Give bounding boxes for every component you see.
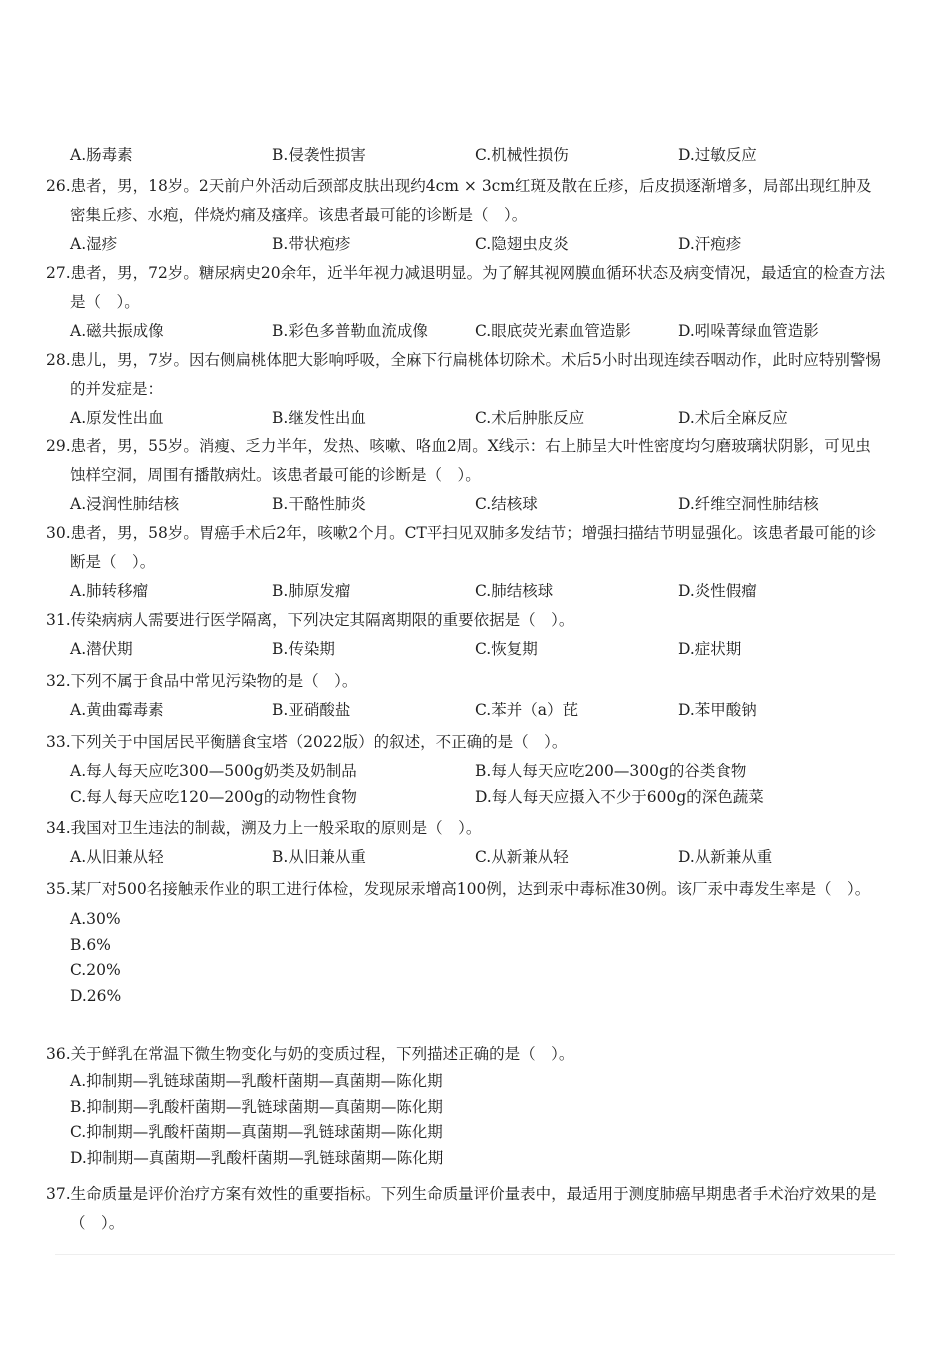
options-list: [46, 907, 886, 1009]
options-list: [46, 1069, 886, 1171]
option-b: B.肺原发瘤: [272, 582, 351, 600]
option-a: A.每人每天应吃300—500g奶类及奶制品: [70, 762, 357, 780]
options-row: [46, 490, 886, 519]
option-a: A.磁共振成像: [70, 322, 164, 340]
option-b: B.继发性出血: [272, 409, 366, 427]
option-d: D.苯甲酸钠: [678, 701, 757, 719]
option-c: C.抑制期—乳酸杆菌期—真菌期—乳链球菌期—陈化期: [70, 1123, 443, 1141]
option-d: D.26%: [70, 986, 122, 1005]
question-stem: 34.我国对卫生违法的制裁，溯及力上一般采取的原则是（ ）。: [46, 819, 482, 837]
option-d: D.炎性假瘤: [678, 582, 757, 600]
question-stem: 32.下列不属于食品中常见污染物的是（ ）。: [46, 672, 358, 690]
question-25: [46, 141, 886, 170]
option-d: D.抑制期—真菌期—乳酸杆菌期—乳链球菌期—陈化期: [70, 1148, 444, 1167]
option-b: B.6%: [70, 935, 111, 954]
option-a: A.肺转移瘤: [70, 582, 149, 600]
option-d: D.术后全麻反应: [678, 409, 788, 427]
options-row: [46, 141, 886, 170]
question-stem: 31.传染病病人需要进行医学隔离，下列决定其隔离期限的重要依据是（ ）。: [46, 611, 575, 629]
question-32: [46, 667, 886, 725]
option-d: D.纤维空洞性肺结核: [678, 495, 819, 513]
option-a: A.抑制期—乳链球菌期—乳酸杆菌期—真菌期—陈化期: [70, 1072, 443, 1090]
option-d: D.吲哚菁绿血管造影: [678, 322, 819, 340]
question-stem: 26.患者，男，18岁。2天前户外活动后颈部皮肤出现约4cm × 3cm红斑及散在丘疹，后皮损逐渐增多，局部出现红肿及密集丘疹、水疱，伴烧灼痛及瘙痒。该患者最可能的诊断是（ ）。: [46, 177, 872, 224]
question-stem: 33.下列关于中国居民平衡膳食宝塔（2022版）的叙述，不正确的是（ ）。: [46, 733, 568, 751]
option-a: A.黄曲霉毒素: [70, 701, 164, 719]
option-b: B.带状疱疹: [272, 235, 351, 253]
option-a: A.从旧兼从轻: [70, 848, 164, 866]
question-stem: 27.患者，男，72岁。糖尿病史20余年，近半年视力减退明显。为了解其视网膜血循环状态及病变情况，最适宜的检查方法是（ ）。: [46, 264, 886, 311]
option-c: C.每人每天应吃120—200g的动物性食物: [70, 788, 357, 806]
option-a: A.原发性出血: [70, 409, 164, 427]
question-stem: 29.患者，男，55岁。消瘦、乏力半年，发热、咳嗽、咯血2周。X线示：右上肺呈大叶性密度均匀磨玻璃状阴影，可见虫蚀样空洞，周围有播散病灶。该患者最可能的诊断是（ ）。: [46, 437, 871, 484]
question-stem: 30.患者，男，58岁。胃癌手术后2年，咳嗽2个月。CT平扫见双肺多发结节；增强扫描结节明显强化。该患者最可能的诊断是（ ）。: [46, 524, 877, 571]
options-row: [46, 757, 886, 783]
option-a: A.湿疹: [70, 235, 118, 253]
question-29: [46, 432, 886, 519]
option-c: C.眼底荧光素血管造影: [475, 322, 631, 340]
question-26: [46, 172, 886, 259]
option-b: B.每人每天应吃200—300g的谷类食物: [475, 762, 747, 780]
question-30: [46, 519, 886, 606]
options-row: [46, 635, 886, 664]
option-b: B.从旧兼从重: [272, 848, 366, 866]
option-c: C.20%: [70, 961, 121, 979]
question-stem: 36.关于鲜乳在常温下微生物变化与奶的变质过程，下列描述正确的是（ ）。: [46, 1045, 575, 1063]
question-27: [46, 259, 886, 346]
option-b: B.彩色多普勒血流成像: [272, 322, 428, 340]
options-row: [46, 783, 886, 809]
options-row: [46, 317, 886, 346]
question-33: [46, 728, 886, 809]
options-row: [46, 843, 886, 872]
option-c: C.术后肿胀反应: [475, 409, 585, 427]
option-d: D.汗疱疹: [678, 235, 742, 253]
options-row: [46, 577, 886, 606]
option-c: C.苯并（a）芘: [475, 701, 578, 719]
option-d: D.每人每天应摄入不少于600g的深色蔬菜: [475, 788, 764, 806]
question-35: [46, 875, 886, 1009]
page-bottom-divider: [55, 1254, 895, 1255]
option-d: D.从新兼从重: [678, 848, 773, 866]
question-37: [46, 1180, 886, 1238]
question-stem: 35.某厂对500名接触汞作业的职工进行体检，发现尿汞增高100例，达到汞中毒标准30例。该厂汞中毒发生率是（ ）。: [46, 880, 871, 898]
option-c: C.结核球: [475, 495, 538, 513]
question-36: [46, 1040, 886, 1171]
options-row: [46, 404, 886, 433]
options-row: [46, 696, 886, 725]
option-b: B.传染期: [272, 640, 335, 658]
option-b: B.亚硝酸盐: [272, 701, 351, 719]
option-c: C.肺结核球: [475, 582, 554, 600]
question-stem: 28.患儿，男，7岁。因右侧扁桃体肥大影响呼吸，全麻下行扁桃体切除术。术后5小时出现连续吞咽动作，此时应特别警惕的并发症是：: [46, 351, 881, 398]
option-a: A.潜伏期: [70, 640, 133, 658]
option-d: D.过敏反应: [678, 146, 757, 164]
options-row: [46, 230, 886, 259]
option-a: A.30%: [70, 910, 121, 928]
option-b: B.干酪性肺炎: [272, 495, 366, 513]
option-c: C.恢复期: [475, 640, 538, 658]
question-stem: 37.生命质量是评价治疗方案有效性的重要指标。下列生命质量评价量表中，最适用于测度肺癌早期患者手术治疗效果的是（ ）。: [46, 1185, 877, 1232]
option-a: A.肠毒素: [70, 146, 133, 164]
option-d: D.症状期: [678, 640, 742, 658]
option-b: B.抑制期—乳酸杆菌期—乳链球菌期—真菌期—陈化期: [70, 1097, 443, 1116]
option-a: A.浸润性肺结核: [70, 495, 180, 513]
question-28: [46, 346, 886, 433]
option-b: B.侵袭性损害: [272, 146, 366, 164]
option-c: C.隐翅虫皮炎: [475, 235, 569, 253]
option-c: C.从新兼从轻: [475, 848, 569, 866]
option-c: C.机械性损伤: [475, 146, 569, 164]
question-34: [46, 814, 886, 872]
question-31: [46, 606, 886, 664]
